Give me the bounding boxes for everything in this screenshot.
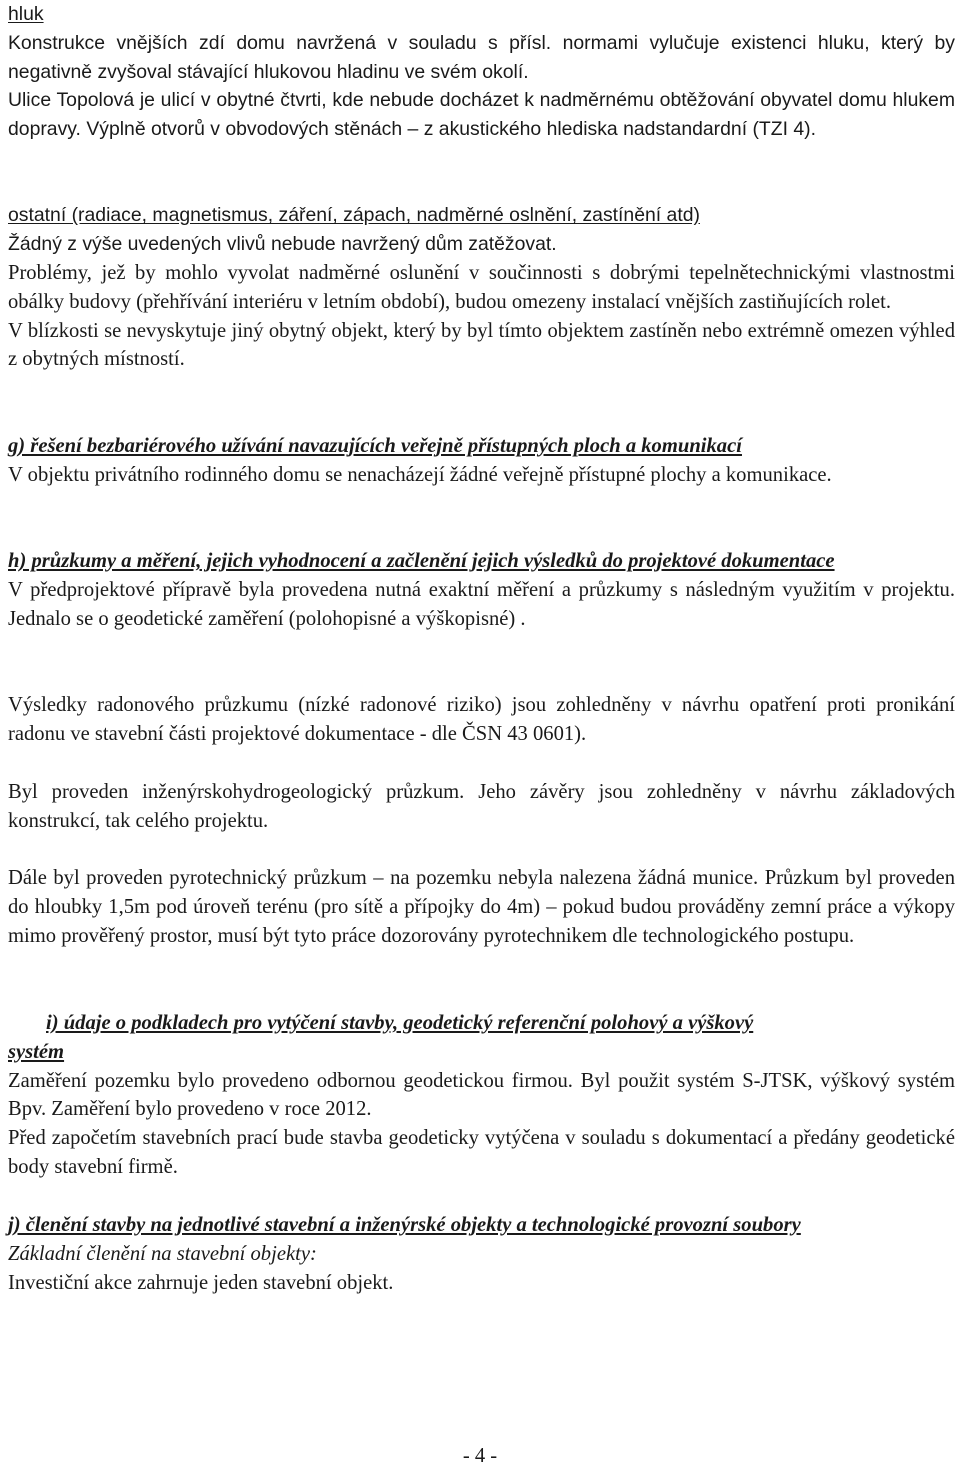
section-g xyxy=(8,432,955,490)
section-ostatni-cont xyxy=(8,259,955,374)
heading-j: j) členění stavby na jednotlivé stavební a inženýrské objekty a technologické provozní soubory xyxy=(8,1214,801,1236)
heading-ostatni: ostatní (radiace, magnetismus, záření, zápach, nadměrné oslnění, zastínění atd) xyxy=(8,204,700,226)
subheading-j: Základní členění na stavební objekty: xyxy=(8,1242,317,1265)
paragraph-ostatni-1: Žádný z výše uvedených vlivů nebude navržený dům zatěžovat. xyxy=(8,232,557,255)
section-i xyxy=(8,1009,955,1182)
paragraph-h-4: Dále byl proveden pyrotechnický průzkum – na pozemku nebyla nalezena žádná munice. Průzkum byl proveden do hloubky 1,5m pod úroveň terénu (pro sítě a přípojky do 4m) – pokud budou prováděny zemní práce a výkopy mimo prověřený prostor, musí být tyto práce dozorovány pyrotechnikem dle technologického postupu. xyxy=(8,867,955,947)
section-h-pyro xyxy=(8,864,955,950)
section-ostatni xyxy=(8,201,955,259)
paragraph-g-1: V objektu privátního rodinného domu se nenacházejí žádné veřejně přístupné plochy a komunikace. xyxy=(8,463,832,486)
section-h xyxy=(8,547,955,633)
section-hluk xyxy=(8,0,955,144)
paragraph-h-2: Výsledky radonového průzkumu (nízké radonové riziko) jsou zohledněny v návrhu opatření proti pronikání radonu ve stavební části projektové dokumentace - dle ČSN 43 0601). xyxy=(8,694,955,745)
paragraph-j-1: Investiční akce zahrnuje jeden stavební objekt. xyxy=(8,1271,394,1294)
heading-g: g) řešení bezbariérového užívání navazujících veřejně přístupných ploch a komunikací xyxy=(8,435,742,457)
section-h-hydro xyxy=(8,778,955,836)
paragraph-i-1: Zaměření pozemku bylo provedeno odbornou geodetickou firmou. Byl použit systém S-JTSK, výškový systém Bpv. Zaměření bylo provedeno v roce 2012. xyxy=(8,1069,955,1121)
paragraph-ostatni-2: Problémy, jež by mohlo vyvolat nadměrné oslunění v součinnosti s dobrými tepelnětechnickými vlastnostmi obálky budovy (přehřívání interiéru v letním období), budou omezeny instalací vnějších zastiňujících rolet. xyxy=(8,262,955,313)
heading-h: h) průzkumy a měření, jejich vyhodnocení a začlenění jejich výsledků do projektové dokumentace xyxy=(8,550,835,572)
heading-i-line2: systém xyxy=(8,1040,65,1063)
heading-i: i) údaje o podkladech pro vytýčení stavby, geodetický referenční polohový a výškový xyxy=(46,1012,754,1034)
paragraph-h-3: Byl proveden inženýrskohydrogeologický průzkum. Jeho závěry jsou zohledněny v návrhu základových konstrukcí, tak celého projektu. xyxy=(8,781,955,832)
section-h-radon xyxy=(8,691,955,749)
paragraph-ostatni-3: V blízkosti se nevyskytuje jiný obytný objekt, který by byl tímto objektem zastíněn nebo extrémně omezen výhled z obytných místností. xyxy=(8,319,955,371)
heading-hluk: hluk xyxy=(8,3,44,25)
page-number: - 4 - xyxy=(462,1445,498,1467)
paragraph-i-2: Před započetím stavebních prací bude stavba geodeticky vytýčena v souladu s dokumentací a předány geodetické body stavební firmě. xyxy=(8,1127,955,1178)
paragraph-hluk-2: Ulice Topolová je ulicí v obytné čtvrti, kde nebude docházet k nadměrnému obtěžování obyvatel domu hlukem dopravy. Výplně otvorů v obvodových stěnách – z akustického hlediska nadstandardní (TZI 4). xyxy=(8,89,955,141)
paragraph-hluk-1: Konstrukce vnějších zdí domu navržená v souladu s přísl. normami vylučuje existenci hluku, který by negativně zvyšoval stávající hlukovou hladinu ve svém okolí. xyxy=(8,31,955,83)
section-j xyxy=(8,1211,955,1297)
paragraph-h-1: V předprojektové přípravě byla provedena nutná exaktní měření a průzkumy s následným využitím v projektu. Jednalo se o geodetické zaměření (polohopisné a výškopisné) . xyxy=(8,578,955,630)
